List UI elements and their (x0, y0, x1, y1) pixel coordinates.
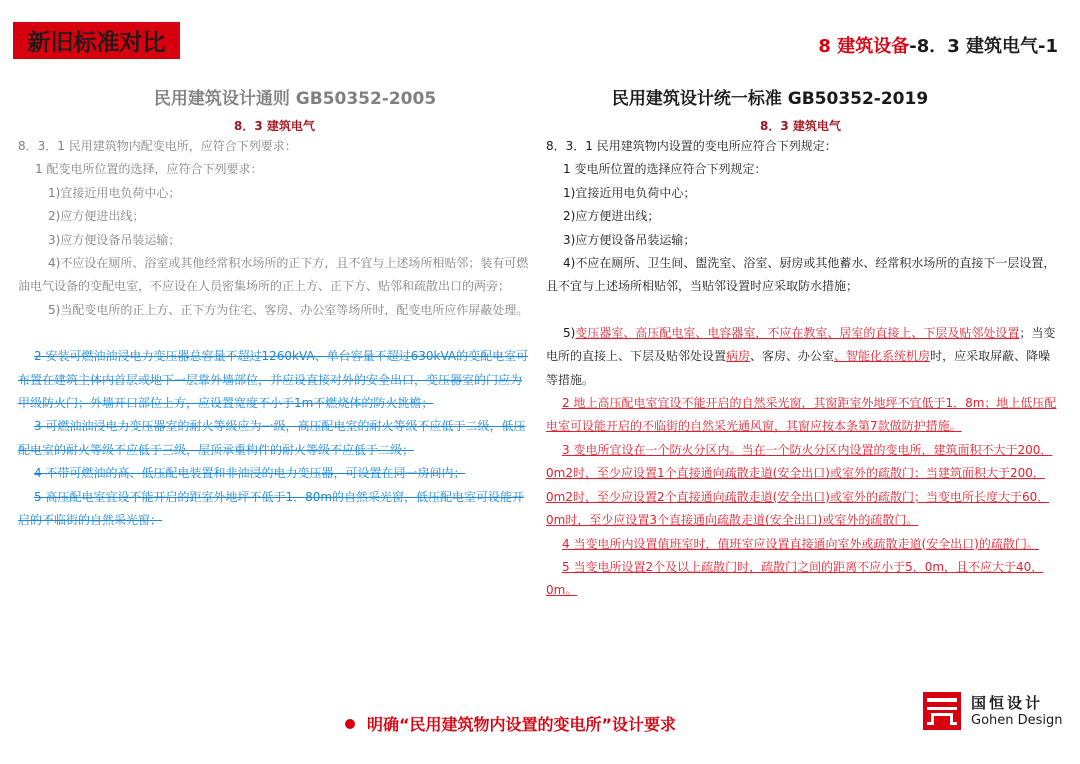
bullet-icon (345, 719, 355, 729)
new-added-item-2: 2 地上高压配电室宜设不能开启的自然采光窗，其窗距室外地坪不宜低于1．8m；地上低压配电室可设能开启的不临街的自然采光通风窗，其窗应按本条第7款做防护措施。 (546, 396, 1057, 434)
new-subitem-3: 3)应方便设备吊装运输； (563, 232, 696, 247)
new-subitem-4: 4)不应在厕所、卫生间、盥洗室、浴室、厨房或其他蓄水、经常积水场所的直接下一层设置，且不宜与上述场所相贴邻，当贴邻设置时应采取防水措施； (546, 256, 1056, 294)
old-deleted-item-4: 4 不带可燃油的高、低压配电装置和非油浸的电力变压器，可设置在同一房间内； (34, 466, 466, 481)
logo-mark-icon (923, 692, 961, 730)
old-subitem-4: 4)不应设在厕所、浴室或其他经常积水场所的正下方，且不宜与上述场所相贴邻；装有可燃油电气设备的变配电室，不应设在人员密集场所的正上方、正下方、贴邻和疏散出口的两旁； (18, 256, 529, 294)
new-subitem-5: 5)变压器室、高压配电室、电容器室，不应在教室、居室的直接上、下层及贴邻处设置；当变电所的直接上、下层及贴邻处设置病房、客房、办公室、智能化系统机房时，应采取屏蔽、降噪等措施。 (546, 325, 1056, 387)
section-clause: -8．3 建筑电气-1 (909, 36, 1058, 57)
new-standard-column (546, 135, 1062, 603)
added-text: 、智能化系统机房 (834, 349, 931, 364)
added-text: 变压器室、高压配电室、电容器室，不应在教室、居室的直接上、下层及贴邻处设置 (575, 325, 1020, 340)
section-title (818, 32, 1058, 58)
old-item-1: 1 配变电所位置的选择，应符合下列要求： (35, 162, 263, 177)
badge-label: 新旧标准对比 (27, 30, 166, 56)
old-deleted-item-5: 5 高压配电室宜设不能开启的距室外地坪不低于1．80m的自然采光窗，低压配电室可设能开启的不临街的自然采光窗； (18, 489, 525, 528)
section-chapter: 8 建筑设备 (818, 36, 910, 57)
new-subitem-2: 2)应方便进出线； (563, 209, 660, 224)
new-clause-heading: 8．3．1 民用建筑物内设置的变电所应符合下列规定： (546, 139, 837, 153)
new-added-item-4: 4 当变电所内设置值班室时，值班室应设置直接通向室外或疏散走道(安全出口)的疏散门。 (562, 536, 1039, 551)
new-added-item-5: 5 当变电所设置2个及以上疏散门时，疏散门之间的距离不应小于5．0m，且不应大于40．0m。 (546, 559, 1044, 598)
old-deleted-item-3: 3 可燃油油浸电力变压器室的耐火等级应为一级，高压配电室的耐火等级不应低于二级，低压配电室的耐火等级不应低于三级，屋顶承重构件的耐火等级不应低于二级； (18, 419, 526, 457)
new-standard-subtitle: 8．3 建筑电气 (760, 119, 841, 133)
page-badge (13, 22, 180, 59)
company-logo (923, 692, 1063, 730)
old-subitem-5: 5)当配变电所的正上方、正下方为住宅、客房、办公室等场所时，配变电所应作屏蔽处理。 (48, 302, 529, 317)
old-clause-heading: 8．3．1 民用建筑物内配变电所，应符合下列要求： (18, 139, 297, 153)
summary-note (345, 712, 676, 735)
new-added-item-3: 3 变电所宜设在一个防火分区内。当在一个防火分区内设置的变电所，建筑面积不大于200．0m2时，至少应设置1个直接通向疏散走道(安全出口)或室外的疏散门；当建筑面积大于200．0m2时，至少应设置2个直接通向疏散走道(安全出口)或室外的疏散门；当变电所长度大于60．0m时，至少应设置3个直接通向疏散走道(安全出口)或室外的疏散门。 (546, 442, 1053, 528)
old-standard-title: 民用建筑设计通则 GB50352-2005 (153, 89, 437, 109)
new-item-1: 1 变电所位置的选择应符合下列规定： (563, 162, 767, 177)
old-subitem-1: 1)宜接近用电负荷中心； (48, 185, 181, 200)
new-standard-title: 民用建筑设计统一标准 GB50352-2019 (611, 89, 929, 109)
logo-name-cn: 国恒设计 (971, 693, 1044, 712)
logo-name-en: Gohen Design (971, 712, 1063, 728)
old-standard-subtitle: 8．3 建筑电气 (234, 119, 315, 133)
new-subitem-1: 1)宜接近用电负荷中心； (563, 185, 696, 200)
old-standard-column (18, 135, 530, 533)
old-deleted-item-2: 2 安装可燃油油浸电力变压器总容量不超过1260kVA、单台容量不超过630kVA的变配电室可布置在建筑主体内首层或地下一层靠外墙部位，并应设直接对外的安全出口，变压器室的门应为甲级防火门；外墙开口部位上方，应设置宽度不小于1m不燃烧体的防火挑檐； (18, 349, 529, 411)
summary-text: 明确“民用建筑物内设置的变电所”设计要求 (367, 715, 677, 734)
old-subitem-3: 3)应方便设备吊装运输； (48, 232, 181, 247)
added-text: 病房 (726, 349, 751, 364)
old-subitem-2: 2)应方便进出线； (48, 209, 145, 224)
